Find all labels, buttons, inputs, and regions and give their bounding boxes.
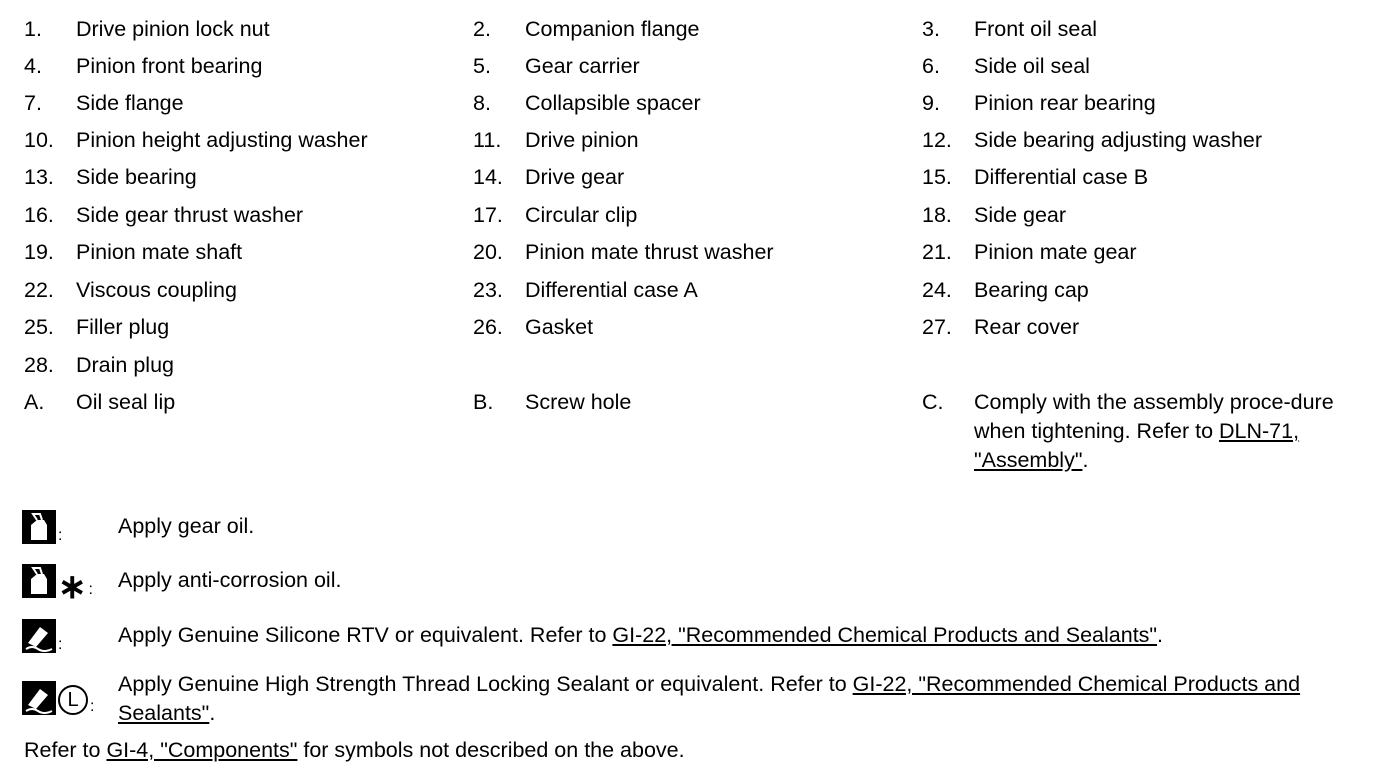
symbol-row-gear-oil xyxy=(0,508,1392,548)
item-label: Pinion mate thrust washer xyxy=(525,240,774,264)
item-label: Drive gear xyxy=(525,165,625,189)
symbol-row-thread-lock xyxy=(0,668,1392,728)
item-number: 20. xyxy=(473,240,503,264)
item-number: 14. xyxy=(473,165,503,189)
item-number: 11. xyxy=(473,128,502,152)
item-number: 15. xyxy=(922,165,952,189)
item-number: 28. xyxy=(24,353,54,377)
circle-l-mark: L xyxy=(58,685,88,715)
item-number: 4. xyxy=(24,54,42,78)
item-label: Pinion front bearing xyxy=(76,54,263,78)
item-number: 18. xyxy=(922,203,952,227)
item-number: A. xyxy=(24,390,45,414)
item-label: Front oil seal xyxy=(974,17,1098,41)
note-c-body: Comply with the assembly proce-dure when tightening. Refer to xyxy=(974,390,1334,443)
item-number: 5. xyxy=(473,54,491,78)
chemical-products-link[interactable]: GI-22, "Recommended Chemical Products and Sealants" xyxy=(118,672,1301,725)
item-number: 23. xyxy=(473,278,503,302)
item-label: Side gear thrust washer xyxy=(76,203,304,227)
item-number: 26. xyxy=(473,315,503,339)
item-label: Side oil seal xyxy=(974,54,1090,78)
item-number: 24. xyxy=(922,278,952,302)
symbol-text: Apply gear oil. xyxy=(118,514,255,538)
item-label: Companion flange xyxy=(525,17,700,41)
item-number: 16. xyxy=(24,203,54,227)
note-c-text xyxy=(974,388,1354,475)
oil-can-icon xyxy=(22,510,62,544)
item-number: 19. xyxy=(24,240,54,264)
item-number: B. xyxy=(473,390,494,414)
item-label: Gasket xyxy=(525,315,594,339)
item-label: Filler plug xyxy=(76,315,170,339)
item-number: 27. xyxy=(922,315,952,339)
chemical-products-link[interactable]: GI-22, "Recommended Chemical Products and Sealants" xyxy=(612,623,1158,647)
item-label: Pinion rear bearing xyxy=(974,91,1156,115)
item-label: Side gear xyxy=(974,203,1067,227)
item-label: Oil seal lip xyxy=(76,390,176,414)
symbol-text-body: Apply Genuine High Strength Thread Locking Sealant or equivalent. Refer to xyxy=(118,672,853,696)
colon-mark: : xyxy=(58,527,63,544)
item-number: 2. xyxy=(473,17,491,41)
sealant-tube-icon xyxy=(22,619,62,653)
item-number: C. xyxy=(922,390,944,414)
item-label: Pinion height adjusting washer xyxy=(76,128,368,152)
item-number: 13. xyxy=(24,165,54,189)
item-number: 10. xyxy=(24,128,54,152)
footer-note xyxy=(24,736,685,764)
symbol-text-suffix: . xyxy=(1157,623,1164,647)
symbol-text-suffix: . xyxy=(209,701,216,725)
item-number: 8. xyxy=(473,91,491,115)
symbol-text xyxy=(118,670,1358,728)
item-label: Drain plug xyxy=(76,353,174,377)
colon-mark: : xyxy=(88,581,93,598)
assembly-link[interactable]: DLN-71, "Assembly" xyxy=(974,419,1300,472)
components-link[interactable]: GI-4, "Components" xyxy=(106,738,298,762)
item-label: Differential case A xyxy=(525,278,698,302)
item-number: 7. xyxy=(24,91,42,115)
item-number: 17. xyxy=(473,203,503,227)
footer-prefix: Refer to xyxy=(24,738,107,762)
asterisk-mark: ∗ xyxy=(58,568,87,606)
item-label: Drive pinion xyxy=(525,128,639,152)
item-label: Pinion mate gear xyxy=(974,240,1137,264)
item-label: Pinion mate shaft xyxy=(76,240,243,264)
colon-mark: : xyxy=(90,698,95,715)
symbol-text-body: Apply Genuine Silicone RTV or equivalent. Refer to xyxy=(118,623,613,647)
item-label: Bearing cap xyxy=(974,278,1089,302)
item-label: Screw hole xyxy=(525,390,632,414)
item-number: 22. xyxy=(24,278,54,302)
item-number: 3. xyxy=(922,17,940,41)
footer-suffix: for symbols not described on the above. xyxy=(297,738,685,762)
item-label: Side bearing adjusting washer xyxy=(974,128,1263,152)
symbol-text xyxy=(118,621,1163,650)
item-number: 12. xyxy=(922,128,952,152)
item-label: Rear cover xyxy=(974,315,1080,339)
item-label: Circular clip xyxy=(525,203,638,227)
item-label: Gear carrier xyxy=(525,54,640,78)
thread-lock-icon xyxy=(22,681,94,715)
item-label: Side flange xyxy=(76,91,184,115)
note-c-suffix: . xyxy=(1082,448,1089,472)
symbol-row-anti-corrosion xyxy=(0,562,1392,606)
item-label: Drive pinion lock nut xyxy=(76,17,270,41)
symbol-text: Apply anti-corrosion oil. xyxy=(118,568,342,592)
item-number: 9. xyxy=(922,91,940,115)
item-label: Differential case B xyxy=(974,165,1149,189)
item-number: 1. xyxy=(24,17,42,41)
item-number: 25. xyxy=(24,315,54,339)
colon-mark: : xyxy=(58,636,63,653)
item-number: 6. xyxy=(922,54,940,78)
item-label: Viscous coupling xyxy=(76,278,237,302)
item-number: 21. xyxy=(922,240,952,264)
item-label: Collapsible spacer xyxy=(525,91,701,115)
oil-can-star-icon xyxy=(22,564,93,606)
item-label: Side bearing xyxy=(76,165,197,189)
symbol-row-silicone-rtv xyxy=(0,617,1392,657)
